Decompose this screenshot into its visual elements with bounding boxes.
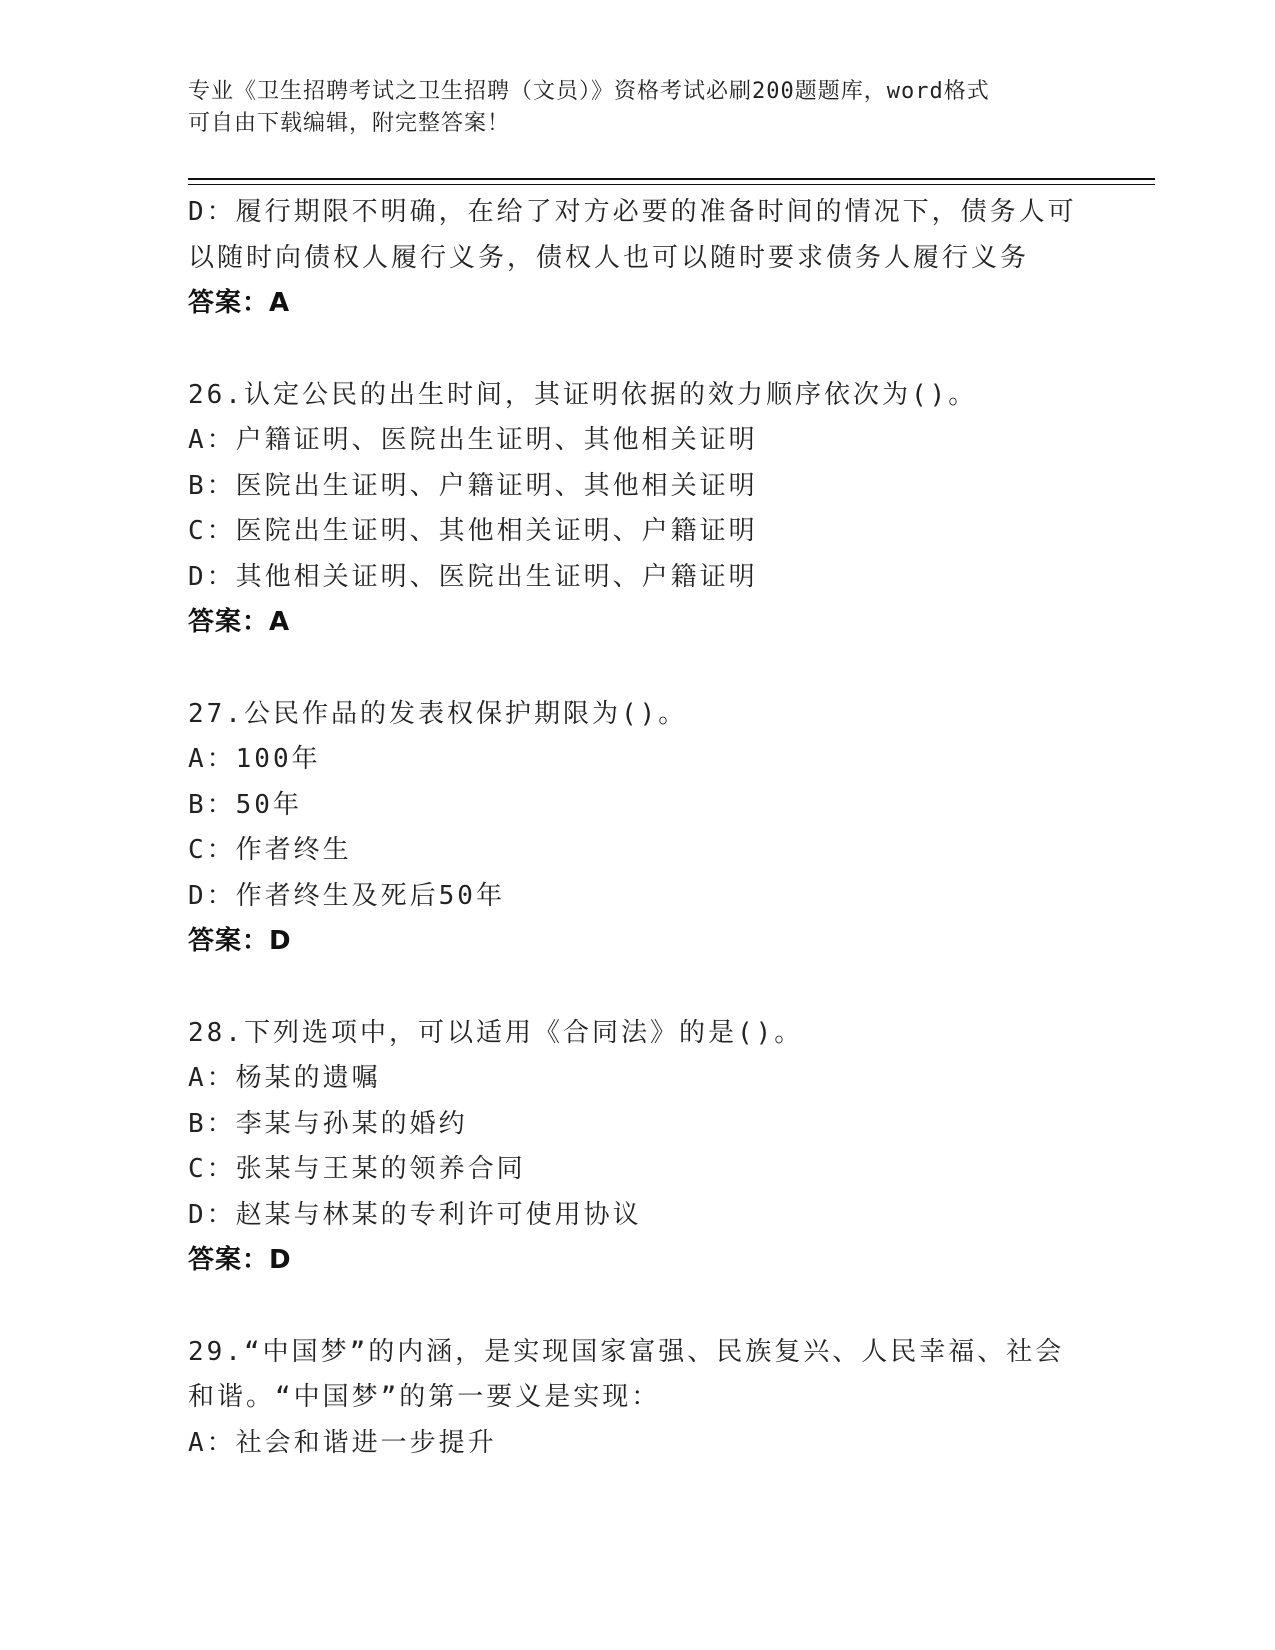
document-header bbox=[188, 76, 1088, 140]
header-divider-thin bbox=[188, 184, 1155, 185]
answer-line: 答案：A bbox=[188, 288, 291, 318]
question-gap bbox=[188, 327, 1088, 373]
answer-line: 答案：D bbox=[188, 1245, 292, 1275]
question-list bbox=[188, 190, 1088, 1466]
option-a: A：杨某的遗嘱 bbox=[188, 1063, 381, 1093]
option-a: A：社会和谐进一步提升 bbox=[188, 1427, 497, 1458]
question-stem: 27.公民作品的发表权保护期限为()。 bbox=[188, 698, 688, 729]
question-stem-line-2: 和谐。“中国梦”的第一要义是实现： bbox=[188, 1382, 661, 1412]
question-27 bbox=[188, 692, 1088, 965]
answer-line: 答案：A bbox=[188, 607, 291, 637]
option-d: D：赵某与林某的专利许可使用协议 bbox=[188, 1199, 642, 1230]
question-stem-line-1: 29.“中国梦”的内涵，是实现国家富强、民族复兴、人民幸福、社会 bbox=[188, 1336, 1065, 1367]
option-c: C：张某与王某的领养合同 bbox=[188, 1154, 526, 1184]
option-d-line-1: D：履行期限不明确，在给了对方必要的准备时间的情况下，债务人可 bbox=[188, 197, 1077, 227]
question-gap bbox=[188, 965, 1088, 1011]
option-d-line-2: 以随时向债权人履行义务，债权人也可以随时要求债务人履行义务 bbox=[188, 242, 1030, 273]
option-b: B：李某与孙某的婚约 bbox=[188, 1108, 468, 1139]
option-b: B：50年 bbox=[188, 789, 302, 820]
option-a: A：户籍证明、医院出生证明、其他相关证明 bbox=[188, 425, 758, 455]
option-d: D：其他相关证明、医院出生证明、户籍证明 bbox=[188, 561, 758, 592]
question-stem: 28.下列选项中，可以适用《合同法》的是()。 bbox=[188, 1017, 804, 1048]
question-gap bbox=[188, 1284, 1088, 1330]
answer-line: 答案：D bbox=[188, 926, 292, 956]
header-title-line-1: 专业《卫生招聘考试之卫生招聘（文员）》资格考试必刷200题题库，word格式 bbox=[188, 79, 990, 104]
option-b: B：医院出生证明、户籍证明、其他相关证明 bbox=[188, 470, 758, 501]
header-divider-thick bbox=[188, 178, 1155, 180]
option-a: A：100年 bbox=[188, 744, 321, 774]
question-gap bbox=[188, 646, 1088, 692]
question-25-continued bbox=[188, 190, 1088, 327]
option-d: D：作者终生及死后50年 bbox=[188, 880, 505, 911]
question-stem: 26.认定公民的出生时间，其证明依据的效力顺序依次为()。 bbox=[188, 379, 978, 410]
header-title-line-2: 可自由下载编辑，附完整答案！ bbox=[188, 111, 511, 136]
question-28 bbox=[188, 1011, 1088, 1284]
question-29 bbox=[188, 1330, 1088, 1467]
question-26 bbox=[188, 373, 1088, 646]
option-c: C：医院出生证明、其他相关证明、户籍证明 bbox=[188, 516, 758, 546]
option-c: C：作者终生 bbox=[188, 835, 352, 865]
